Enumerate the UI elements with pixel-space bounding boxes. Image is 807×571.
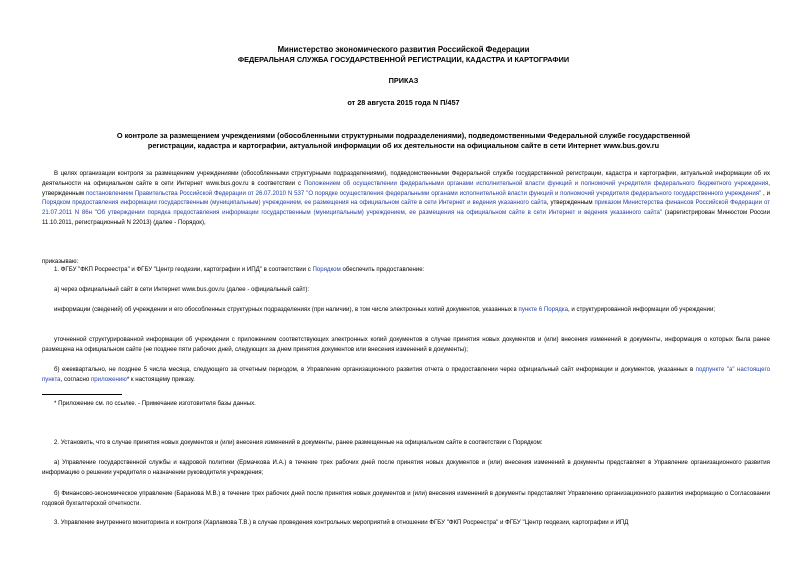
intro-text-5: , утвержденным xyxy=(546,199,595,207)
link-paragraph-6[interactable]: пункте 6 Порядка xyxy=(518,306,568,313)
item-1b xyxy=(42,365,770,385)
item-1a: а) через официальный сайт в сети Интернет www.bus.gov.ru (далее - официальный сайт): xyxy=(54,286,310,293)
footnote-divider xyxy=(42,394,122,395)
service-name: ФЕДЕРАЛЬНАЯ СЛУЖБА ГОСУДАРСТВЕННОЙ РЕГИСТРАЦИИ, КАДАСТРА И КАРТОГРАФИИ xyxy=(237,55,570,64)
document-title-line-2: регистрации, кадастра и картографии, актуальной информации об их деятельности на официальном сайте в сети Интернет www.bus.gov.ru xyxy=(147,141,660,150)
link-appendix[interactable]: приложению xyxy=(90,375,127,383)
item-2: 2. Установить, что в случае принятия новых документов и (или) внесения изменений в документы, ранее размещенные на официальном сайте в соответствии с Порядком: xyxy=(54,439,543,446)
link-decree-title[interactable]: "О порядке осуществления федеральными органами исполнительной власти функций и полномочий учредителя федерального государственного учреждения" xyxy=(306,189,762,197)
intro-text-6: (зарегистрирован Минюстом России 11.10.2011, регистрационный N 22013) (далее - Порядок), xyxy=(42,209,770,226)
document-title-line-1: О контроле за размещением учреждениями (обособленными структурными подразделениями), подведомственными Федеральной службе государственной xyxy=(116,131,691,140)
intro-paragraph xyxy=(42,169,770,228)
link-founder-regulation[interactable]: Положением об осуществлении федеральными органами исполнительной власти функций и полномочий учредителя федерального бюджетного учреждения xyxy=(303,179,769,187)
item-2b: б) Финансово-экономическое управление (Баранова М.В.) в течение трех рабочих дней после принятия новых документов и (или) внесения изменений в документы представляет Управлению организационного развития информацию о Согласовании годовой бухгалтерской отчетности. xyxy=(42,490,770,507)
item-1-text-1: 1. ФГБУ "ФКП Росреестра" и ФГБУ "Центр геодезии, картографии и ИПД" в соответствии с xyxy=(54,266,313,273)
item-1b-text-1: б) ежеквартально, не позднее 5 числа месяца, следующего за отчетным периодом, в Управление организационного развития отчета о предоставлении через официальный сайт информации и документов, указанных в xyxy=(54,366,696,373)
item-1 xyxy=(54,265,782,275)
ministry-name: Министерство экономического развития Российской Федерации xyxy=(277,45,530,54)
item-1b-text-3: * к настоящему приказу. xyxy=(126,375,195,383)
footnote: * Приложение см. по ссылке. - Примечание изготовителя базы данных. xyxy=(54,400,256,407)
item-1-text-2: обеспечить предоставление: xyxy=(340,266,425,273)
link-information-procedure[interactable]: Порядком предоставления информации государственным (муниципальным) учреждением, ее размещения на официальном сайте в сети Интернет и ведения указанного сайта xyxy=(42,199,547,207)
info-paragraph-2: уточненной структурированной информации об учреждении с приложением соответствующих электронных копий документов в случае принятия новых документов и (или) внесения изменений в документы, информация о которых была ранее размещена на официальном сайте (не позднее пяти рабочих дней, следующих за днем принятия документов или внесения изменений в документы); xyxy=(42,336,770,353)
intro-text-4: , и xyxy=(761,189,770,197)
link-subparagraph-a[interactable]: подпункте "а" настоящего пункта xyxy=(42,366,770,383)
orders-line: приказываю: xyxy=(42,258,79,265)
info-paragraph-1 xyxy=(42,305,770,315)
intro-text-1: В целях организации контроля за размещением учреждениями (обособленными структурными подразделениями), подведомственными Федеральной службе государственной регистрации, кадастра и картографии, актуальной информации об их деятельности на официальном сайте в сети Интернет www.bus.gov.ru в соответствии с xyxy=(42,170,770,187)
document-date-number: от 28 августа 2015 года N П/457 xyxy=(347,98,460,107)
info-1-text-1: информации (сведений) об учреждении и его обособленных структурных подразделениях (при наличии), в том числе электронных копий документов, указанных в xyxy=(54,306,519,313)
item-2a: а) Управление государственной службы и кадровой политики (Ермачкова И.А.) в течение трех рабочих дней после принятия новых документов и (или) внесения изменений в документы представляет в Управление организационного развития информацию о решении учредителя о назначении руководителя учреждения; xyxy=(42,459,770,476)
item-1b-text-2: , согласно xyxy=(60,375,91,383)
document-type: ПРИКАЗ xyxy=(388,76,419,85)
link-procedure[interactable]: Порядком xyxy=(312,266,341,273)
link-minfin-order-86n[interactable]: приказом Министерства финансов Российской Федерации от 21.07.2011 N 86н "Об утверждении порядка предоставления информации государственным (муниципальным) учреждением, ее размещения на официальном сайте в сети Интернет и ведения указанного сайта" xyxy=(42,199,770,217)
item-3: 3. Управление внутреннего мониторинга и контроля (Харламова Т.В.) в случае проведения контрольных мероприятий в отношении ФГБУ "ФКП Росреестра" и ФГБУ "Центр геодезии, картографии и ИПД xyxy=(54,519,629,526)
intro-text-2: , утвержденным xyxy=(42,179,770,197)
info-1-text-2: , и структурированной информации об учреждении; xyxy=(567,306,716,313)
link-government-decree-537[interactable]: постановлением Правительства Российской Федерации от 26.07.2010 N 537 xyxy=(85,189,305,197)
